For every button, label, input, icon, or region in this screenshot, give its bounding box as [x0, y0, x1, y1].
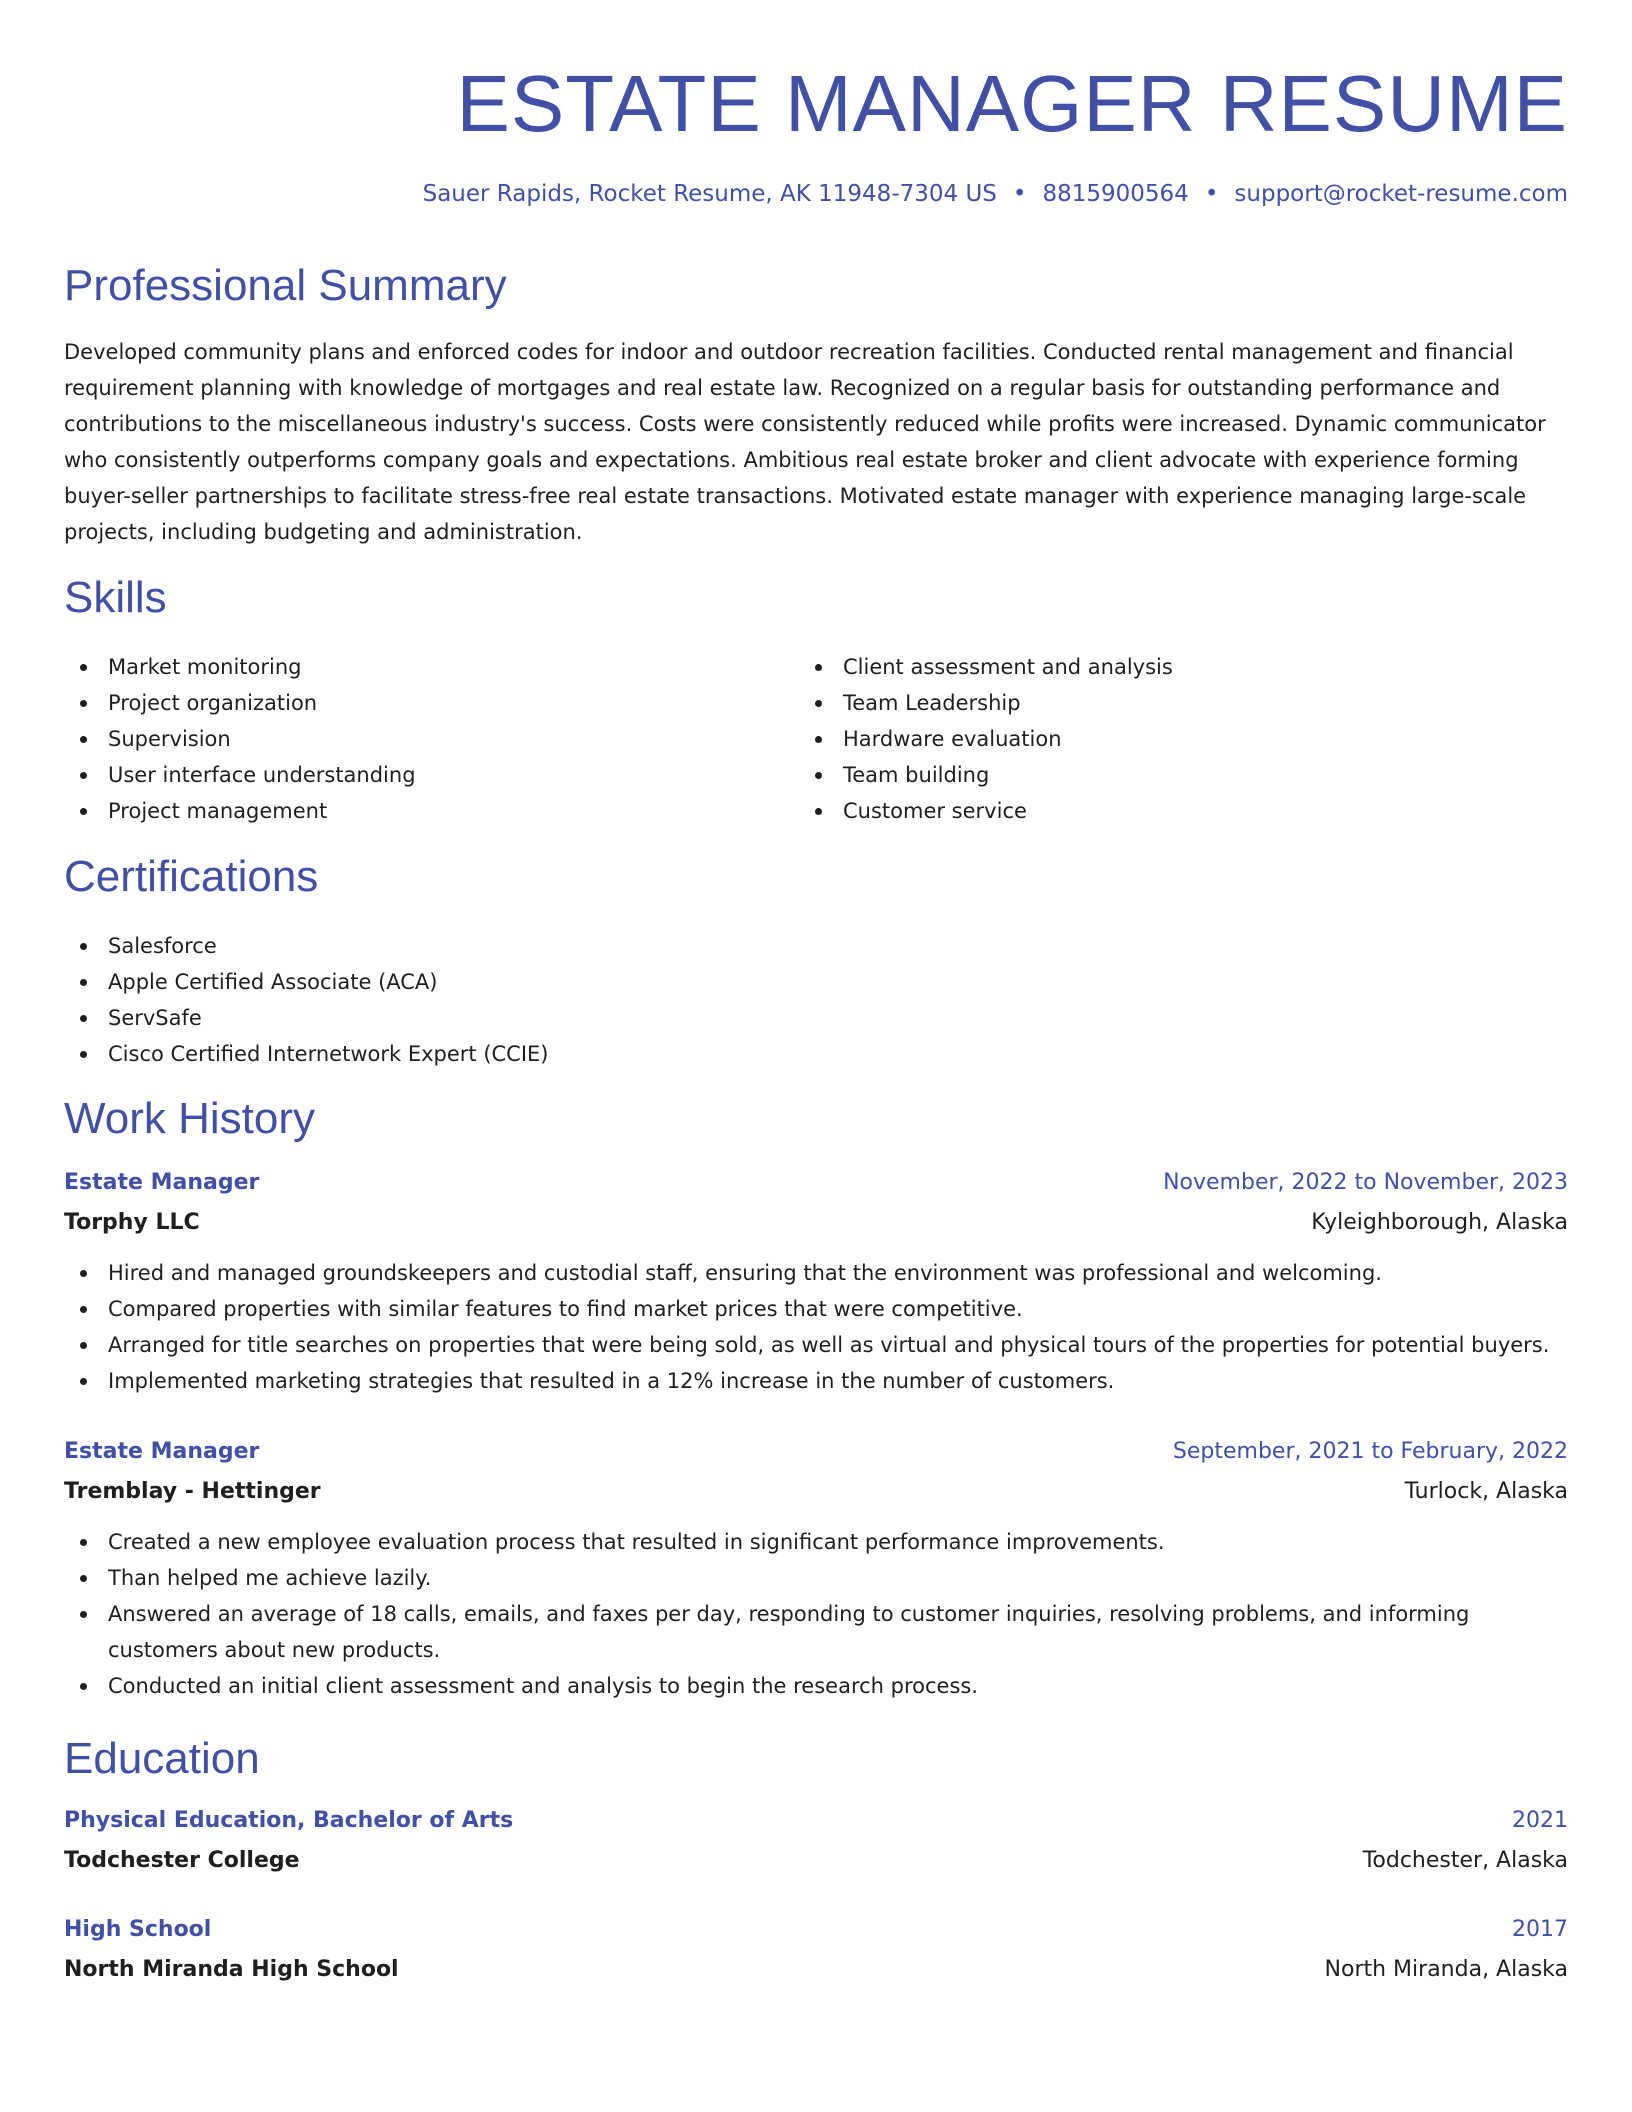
company-name: Torphy LLC	[64, 1210, 200, 1235]
job-title: Estate Manager	[64, 1439, 260, 1464]
job-header-row	[64, 1163, 1568, 1203]
degree-name: High School	[64, 1917, 212, 1942]
skill-item: Customer service	[799, 793, 1499, 829]
address: Sauer Rapids, Rocket Resume, AK 11948-7304 US	[422, 181, 997, 207]
job-bullets	[64, 1524, 1568, 1704]
separator-dot: •	[1012, 181, 1027, 207]
education-entry	[64, 1801, 1568, 1881]
skills-heading: Skills	[64, 573, 167, 622]
work-history-heading: Work History	[64, 1094, 315, 1143]
summary-heading: Professional Summary	[64, 261, 507, 310]
education-school-row	[64, 1841, 1568, 1881]
skills-list-left	[64, 649, 764, 829]
skill-item: Market monitoring	[64, 649, 764, 685]
job-bullet: Implemented marketing strategies that resulted in a 12% increase in the number of customers.	[64, 1363, 1568, 1399]
email-link[interactable]: support@rocket-resume.com	[1234, 181, 1568, 207]
certification-item: Apple Certified Associate (ACA)	[64, 964, 1064, 1000]
degree-name: Physical Education, Bachelor of Arts	[64, 1808, 514, 1833]
job-bullets	[64, 1255, 1568, 1399]
job-bullet: Arranged for title searches on properties that were being sold, as well as virtual and physical tours of the properties for potential buyers.	[64, 1327, 1568, 1363]
resume-title: ESTATE MANAGER RESUME	[456, 59, 1568, 148]
job-entry	[64, 1432, 1568, 1704]
job-location: Turlock, Alaska	[1404, 1479, 1568, 1504]
school-location: North Miranda, Alaska	[1324, 1957, 1568, 1982]
job-bullet: Conducted an initial client assessment and analysis to begin the research process.	[64, 1668, 1568, 1704]
certifications-list	[64, 928, 1064, 1072]
certification-item: Salesforce	[64, 928, 1064, 964]
certification-item: ServSafe	[64, 1000, 1064, 1036]
job-bullet: Hired and managed groundskeepers and custodial staff, ensuring that the environment was professional and welcoming.	[64, 1255, 1568, 1291]
job-location: Kyleighborough, Alaska	[1311, 1210, 1568, 1235]
job-bullet: Compared properties with similar features to find market prices that were competitive.	[64, 1291, 1568, 1327]
job-dates: November, 2022 to November, 2023	[1163, 1170, 1568, 1195]
skills-column-right	[799, 649, 1499, 829]
company-name: Tremblay - Hettinger	[64, 1479, 321, 1504]
certifications-heading: Certifications	[64, 852, 319, 901]
contact-line	[423, 178, 1568, 210]
skill-item: Team Leadership	[799, 685, 1499, 721]
job-bullet: Created a new employee evaluation process that resulted in significant performance improvements.	[64, 1524, 1568, 1560]
skill-item: Client assessment and analysis	[799, 649, 1499, 685]
education-heading: Education	[64, 1734, 260, 1783]
job-dates: September, 2021 to February, 2022	[1172, 1439, 1568, 1464]
job-company-row	[64, 1472, 1568, 1512]
school-location: Todchester, Alaska	[1362, 1848, 1568, 1873]
job-bullet: Answered an average of 18 calls, emails, and faxes per day, responding to customer inquiries, resolving problems, and informing customers about new products.	[64, 1596, 1568, 1668]
school-name: North Miranda High School	[64, 1957, 399, 1982]
skill-item: User interface understanding	[64, 757, 764, 793]
school-name: Todchester College	[64, 1848, 300, 1873]
education-entry	[64, 1910, 1568, 1990]
job-header-row	[64, 1432, 1568, 1472]
job-company-row	[64, 1203, 1568, 1243]
graduation-year: 2021	[1512, 1808, 1568, 1833]
skills-list-right	[799, 649, 1499, 829]
education-school-row	[64, 1950, 1568, 1990]
education-header-row	[64, 1801, 1568, 1841]
skills-column-left	[64, 649, 764, 829]
job-entry	[64, 1163, 1568, 1399]
skill-item: Supervision	[64, 721, 764, 757]
certification-item: Cisco Certified Internetwork Expert (CCIE)	[64, 1036, 1064, 1072]
job-title: Estate Manager	[64, 1170, 260, 1195]
graduation-year: 2017	[1512, 1917, 1568, 1942]
education-header-row	[64, 1910, 1568, 1950]
skill-item: Project organization	[64, 685, 764, 721]
job-bullet: Than helped me achieve lazily.	[64, 1560, 1568, 1596]
skill-item: Project management	[64, 793, 764, 829]
skill-item: Hardware evaluation	[799, 721, 1499, 757]
phone: 8815900564	[1042, 181, 1189, 207]
separator-dot: •	[1204, 181, 1219, 207]
skill-item: Team building	[799, 757, 1499, 793]
summary-text: Developed community plans and enforced codes for indoor and outdoor recreation facilities. Conducted rental management and financial requirement planning with knowledge of mortgages and real estate law. Recognized on a regular basis for outstanding performance and contributions to the miscellaneous industry's success. Costs were consistently reduced while profits were increased. Dynamic communicator who consistently outperforms company goals and expectations. Ambitious real estate broker and client advocate with experience forming buyer-seller partnerships to facilitate stress-free real estate transactions. Motivated estate manager with experience managing large-scale projects, including budgeting and administration.	[64, 340, 1546, 544]
